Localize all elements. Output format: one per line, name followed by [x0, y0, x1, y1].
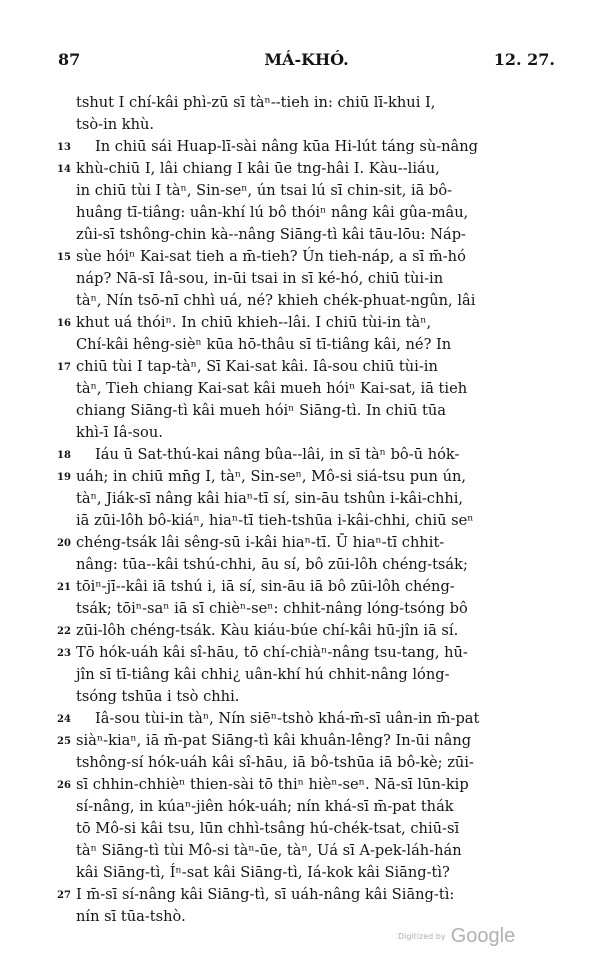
- verse-number: 15: [57, 252, 71, 263]
- verse-number: 26: [57, 780, 71, 791]
- text-line: [0, 774, 615, 796]
- line-text: I m̄-sī sí-nâng kâi Siāng-tì, sī uáh-nâng kâi Siāng-tì:: [76, 886, 455, 903]
- verse-number: 17: [57, 362, 71, 373]
- text-line: [0, 554, 615, 576]
- text-line: [0, 708, 615, 730]
- text-line: [0, 378, 615, 400]
- line-text: chiū tùi I tap-tàⁿ, Sī Kai-sat kâi. Iâ-sou chiū tùi-in: [76, 358, 438, 375]
- line-text: kâi Siāng-tì, Íⁿ-sat kâi Siāng-tì, Iá-kok kâi Siāng-tì?: [76, 864, 450, 881]
- line-text: Iâ-sou tùi-in tàⁿ, Nín siēⁿ-tshò khá-m̄-sī uân-in m̄-pat: [95, 710, 480, 727]
- digitized-watermark: [398, 925, 515, 951]
- line-text: nâng: tūa--kâi tshú-chhi, āu sí, bô zūi-lôh chéng-tsák;: [76, 556, 468, 573]
- text-line: [0, 818, 615, 840]
- text-line: [0, 620, 615, 642]
- line-text: Tō hók-uáh kâi sî-hāu, tō chí-chiàⁿ-nâng tsu-tang, hū-: [76, 644, 468, 661]
- text-line: [0, 136, 615, 158]
- text-line: [0, 752, 615, 774]
- line-text: chiang Siāng-tì kâi mueh hóiⁿ Siāng-tì. In chiū tūa: [76, 402, 446, 419]
- verse-number: 18: [57, 450, 71, 461]
- text-line: [0, 158, 615, 180]
- text-line: [0, 202, 615, 224]
- line-text: tàⁿ, Nín tsō-nī chhì uá, né? khieh chék-phuat-ngûn, lâi: [76, 292, 476, 309]
- text-line: [0, 268, 615, 290]
- line-text: nín sī tūa-tshò.: [76, 908, 186, 925]
- verse-number: 21: [57, 582, 71, 593]
- text-line: [0, 488, 615, 510]
- chapter-reference: 12. 27.: [493, 50, 555, 69]
- line-text: iā zūi-lôh bô-kiáⁿ, hiaⁿ-tī tieh-tshūa i-kâi-chhi, chiū seⁿ: [76, 512, 474, 529]
- line-text: zūi-lôh chéng-tsák. Kàu kiáu-búe chí-kâi hū-jîn iā sí.: [76, 622, 459, 639]
- verse-number: 13: [57, 142, 71, 153]
- verse-number: 27: [57, 890, 71, 901]
- text-line: [0, 532, 615, 554]
- text-line: [0, 642, 615, 664]
- line-text: tshông-sí hók-uáh kâi sî-hāu, iā bô-tshūa iā bô-kè; zūi-: [76, 754, 474, 771]
- line-text: náp? Nā-sī Iâ-sou, in-ūi tsai in sī ké-hó, chiū tùi-in: [76, 270, 444, 287]
- line-text: zûi-sī tshông-chin kà--nâng Siāng-tì kâi tāu-lōu: Náp-: [76, 226, 466, 243]
- page-header: [58, 50, 555, 72]
- line-text: in chiū tùi I tàⁿ, Sin-seⁿ, ún tsai lú sī chin-sit, iā bô-: [76, 182, 453, 199]
- text-line: [0, 356, 615, 378]
- line-text: tsò-in khù.: [76, 116, 155, 133]
- text-line: [0, 334, 615, 356]
- verse-number: 14: [57, 164, 71, 175]
- line-text: tō Mô-si kâi tsu, lūn chhì-tsâng hú-chék-tsat, chiū-sī: [76, 820, 460, 837]
- verse-number: 22: [57, 626, 71, 637]
- line-text: tàⁿ Siāng-tì tùi Mô-si tàⁿ-ūe, tàⁿ, Uá sī A-pek-láh-hán: [76, 842, 462, 859]
- line-text: uáh; in chiū mn̄g I, tàⁿ, Sin-seⁿ, Mô-si siá-tsu pun ún,: [76, 468, 467, 485]
- verse-number: 16: [57, 318, 71, 329]
- verse-number: 25: [57, 736, 71, 747]
- text-line: [0, 290, 615, 312]
- text-line: [0, 400, 615, 422]
- verse-number: 24: [57, 714, 71, 725]
- line-text: siàⁿ-kiaⁿ, iā m̄-pat Siāng-tì kâi khuân-lêng? In-ūi nâng: [76, 732, 472, 749]
- line-text: khut uá thóiⁿ. In chiū khieh--lâi. I chiū tùi-in tàⁿ,: [76, 314, 432, 331]
- verse-number: 19: [57, 472, 71, 483]
- text-line: [0, 312, 615, 334]
- line-text: tshut I chí-kâi phì-zū sī tàⁿ--tieh in: chiū lī-khui I,: [76, 94, 436, 111]
- text-line: [0, 598, 615, 620]
- line-text: sùe hóiⁿ Kai-sat tieh a m̄-tieh? Ún tieh-náp, a sī m̄-hó: [76, 248, 466, 265]
- text-line: [0, 466, 615, 488]
- text-line: [0, 664, 615, 686]
- google-logo: Google: [450, 925, 516, 947]
- text-line: [0, 840, 615, 862]
- text-line: [0, 686, 615, 708]
- line-text: chéng-tsák lâi sêng-sū i-kâi hiaⁿ-tī. Ū hiaⁿ-tī chhit-: [76, 534, 445, 551]
- line-text: khù-chiū I, lâi chiang I kâi ūe tng-hâi I. Kàu--liáu,: [76, 160, 440, 177]
- line-text: sí-nâng, in kúaⁿ-jiên hók-uáh; nín khá-sī m̄-pat thák: [76, 798, 454, 815]
- line-text: tàⁿ, Tieh chiang Kai-sat kâi mueh hóiⁿ Kai-sat, iā tieh: [76, 380, 468, 397]
- text-line: [0, 862, 615, 884]
- line-text: tsák; tōiⁿ-saⁿ iā sī chièⁿ-seⁿ: chhit-nâng lóng-tsóng bô: [76, 600, 468, 617]
- text-line: [0, 906, 615, 928]
- line-text: jîn sī tī-tiâng kâi chhi¿ uân-khí hú chhit-nâng lóng-: [76, 666, 450, 683]
- text-line: [0, 114, 615, 136]
- line-text: tōiⁿ-jī--kâi iā tshú i, iā sí, sin-āu iā bô zūi-lôh chéng-: [76, 578, 455, 595]
- text-line: [0, 796, 615, 818]
- verse-number: 20: [57, 538, 71, 549]
- text-line: [0, 444, 615, 466]
- verse-number: 23: [57, 648, 71, 659]
- line-text: tàⁿ, Jiák-sī nâng kâi hiaⁿ-tī sí, sin-āu tshûn i-kâi-chhi,: [76, 490, 464, 507]
- line-text: Iáu ū Sat-thú-kai nâng bûa--lâi, in sī tàⁿ bô-ū hók-: [95, 446, 460, 463]
- page-title: MÁ-KHÓ.: [264, 50, 349, 69]
- text-line: [0, 180, 615, 202]
- text-line: [0, 510, 615, 532]
- line-text: huâng tī-tiâng: uân-khí lú bô thóiⁿ nâng kâi gûa-mâu,: [76, 204, 469, 221]
- line-text: tsóng tshūa i tsò chhi.: [76, 688, 240, 705]
- line-text: sī chhin-chhièⁿ thien-sài tō thiⁿ hièⁿ-seⁿ. Nā-sī lūn-kip: [76, 776, 469, 793]
- page-number: 87: [58, 50, 81, 69]
- line-text: In chiū sái Huap-lī-sài nâng kūa Hi-lút táng sù-nâng: [95, 138, 479, 155]
- text-line: [0, 576, 615, 598]
- text-line: [0, 246, 615, 268]
- line-text: khì-ī Iâ-sou.: [76, 424, 163, 441]
- text-line: [0, 884, 615, 906]
- text-line: [0, 422, 615, 444]
- watermark-prefix: Digitized by: [398, 932, 446, 941]
- line-text: Chí-kâi hêng-sièⁿ kūa hō-thâu sī tī-tiâng kâi, né? In: [76, 336, 452, 353]
- text-line: [0, 224, 615, 246]
- text-line: [0, 92, 615, 114]
- text-line: [0, 730, 615, 752]
